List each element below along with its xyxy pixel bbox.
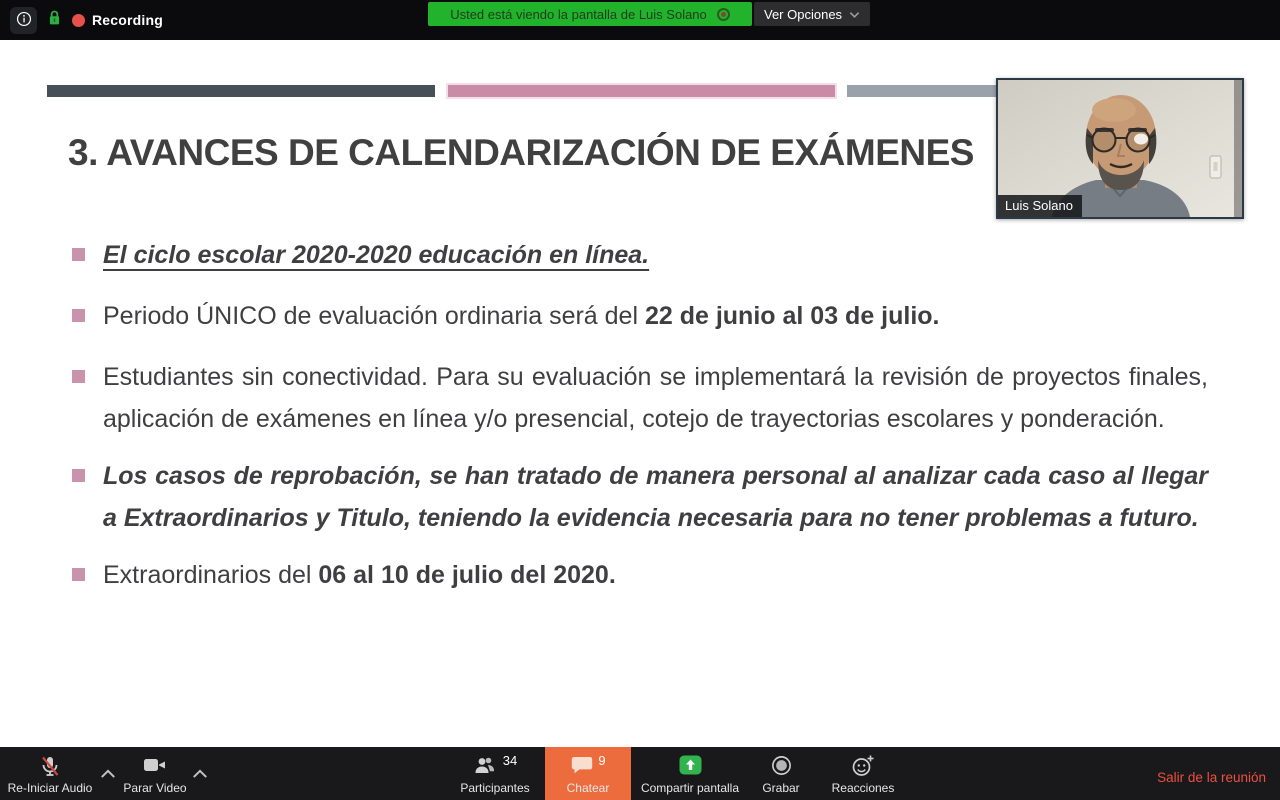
caret-up-icon — [192, 767, 208, 782]
bullet-text: Periodo ÚNICO de evaluación ordinaria será del — [103, 302, 645, 330]
chat-label: Chatear — [566, 781, 610, 795]
recording-indicator — [72, 12, 163, 28]
reactions-smiley-icon — [851, 754, 875, 780]
info-icon — [15, 10, 33, 31]
chat-bubble-icon — [570, 754, 594, 779]
record-label: Grabar — [762, 781, 800, 795]
recording-dot-icon — [72, 14, 85, 27]
share-banner-text: Usted está viendo la pantalla de Luis Solano — [450, 6, 707, 22]
reactions-button[interactable] — [813, 747, 913, 800]
participants-button[interactable] — [445, 747, 545, 800]
participant-name-label: Luis Solano — [998, 195, 1082, 217]
share-screen-icon — [677, 754, 704, 779]
bullet-square-icon — [72, 469, 85, 482]
bullet-text: El ciclo escolar 2020-2020 educación en línea. — [103, 241, 650, 269]
recording-label: Recording — [92, 12, 164, 28]
bullet-text: Estudiantes sin conectividad. Para su evaluación se implementará la revisión de proyectos finales, aplicación de exámenes en línea y/o presencial, cotejo de trayectorias escolares y ponderación. — [103, 363, 1208, 433]
screen-share-banner — [428, 2, 752, 26]
leave-meeting-button[interactable]: Salir de la reunión — [1157, 747, 1266, 800]
participant-video-tile[interactable] — [996, 78, 1244, 219]
bullet-square-icon — [72, 248, 85, 261]
bullet-text-bold: 06 al 10 de julio del 2020. — [318, 561, 616, 589]
meeting-topbar — [0, 0, 1280, 40]
slide-decor-bar-dark — [47, 85, 435, 97]
meeting-info-button[interactable] — [10, 7, 37, 34]
encryption-lock-icon — [46, 8, 63, 33]
video-options-caret[interactable] — [186, 747, 214, 800]
caret-up-icon — [100, 767, 116, 782]
share-status-icon — [717, 8, 730, 21]
chat-button[interactable] — [545, 747, 631, 800]
bullet-item-extraordinarios — [72, 554, 1212, 596]
topbar-left-cluster — [10, 0, 163, 40]
bullet-item-ciclo-escolar — [72, 234, 1212, 276]
slide-bullet-list — [72, 234, 1212, 615]
chat-count-badge: 9 — [598, 753, 606, 768]
bullet-text: Extraordinarios del — [103, 561, 319, 589]
record-button[interactable] — [749, 747, 813, 800]
stop-video-label: Parar Video — [123, 781, 187, 795]
slide-decor-bar-pink — [448, 85, 835, 97]
slide-title: 3. AVANCES DE CALENDARIZACIÓN DE EXÁMENES — [68, 132, 974, 173]
unmute-audio-button[interactable] — [4, 747, 96, 800]
bullet-item-casos-reprobacion — [72, 455, 1212, 539]
bullet-item-periodo-unico — [72, 295, 1212, 337]
bullet-square-icon — [72, 309, 85, 322]
bullet-square-icon — [72, 568, 85, 581]
audio-options-caret[interactable] — [94, 747, 122, 800]
stop-video-button[interactable] — [122, 747, 188, 800]
bullet-square-icon — [72, 370, 85, 383]
bullet-item-estudiantes-conectividad — [72, 356, 1212, 440]
reactions-label: Reacciones — [831, 781, 895, 795]
share-screen-label: Compartir pantalla — [640, 781, 740, 795]
bullet-text: Los casos de reprobación, se han tratado de manera personal al analizar cada caso al llegar a Extraordinarios y Titulo, teniendo la evidencia necesaria para no tener problemas a futuro. — [103, 462, 1208, 532]
video-camera-icon — [142, 754, 168, 779]
chevron-down-icon — [849, 7, 860, 22]
view-options-label: Ver Opciones — [764, 6, 843, 22]
participants-label: Participantes — [460, 781, 530, 795]
bullet-text-bold: 22 de junio al 03 de julio. — [644, 302, 940, 330]
unmute-audio-label: Re-Iniciar Audio — [7, 781, 93, 795]
microphone-muted-icon — [38, 754, 62, 781]
participants-count-badge: 34 — [502, 753, 518, 768]
participants-people-icon — [473, 754, 499, 779]
meeting-toolbar — [0, 747, 1280, 800]
share-screen-button[interactable] — [631, 747, 749, 800]
view-options-button[interactable] — [754, 2, 870, 26]
record-circle-icon — [770, 754, 793, 780]
